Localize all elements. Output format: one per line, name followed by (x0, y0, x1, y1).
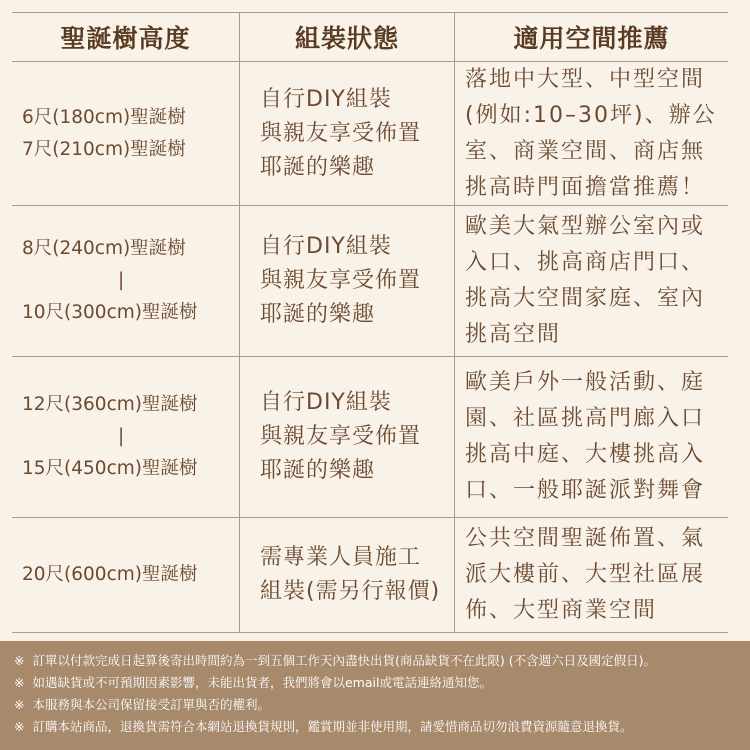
spaces-text: 落地中大型、中型空間 (465, 66, 706, 92)
assembly-text: 組裝(需另行報價) (260, 579, 441, 604)
tree-size-cell (12, 62, 240, 205)
spaces-text: 派大樓前、大型社區展 (465, 562, 706, 587)
spaces-cell (455, 518, 728, 632)
spaces-text: (例如:10–30坪)、辦公 (465, 102, 717, 128)
spaces-text: 室、商業空間、商店無 (465, 138, 706, 164)
tree-size-text: 20尺(600cm)聖誕樹 (22, 564, 198, 585)
tree-size-text: 6尺(180cm)聖誕樹 (22, 106, 186, 128)
range-separator: | (118, 270, 125, 291)
tree-size-text: 12尺(360cm)聖誕樹 (22, 394, 198, 415)
header-assembly: 組裝狀態 (240, 13, 455, 61)
note-item (14, 672, 750, 694)
tree-size-text: 7尺(210cm)聖誕樹 (22, 138, 186, 160)
tree-size-cell (12, 206, 240, 356)
table-header-row (12, 13, 728, 62)
table-row (12, 62, 728, 206)
note-text: 如遇缺貨或不可預期因素影響，未能出貨者，我們將會以email或電話連絡通知您。 (32, 675, 492, 690)
header-height: 聖誕樹高度 (12, 13, 240, 61)
assembly-text: 自行DIY組裝 (260, 234, 392, 259)
note-mark: ※ (14, 675, 25, 690)
assembly-text: 與親友享受佈置 (260, 424, 422, 449)
spaces-text: 公共空間聖誕佈置、氣 (465, 526, 706, 551)
assembly-text: 與親友享受佈置 (260, 268, 422, 293)
assembly-text: 耶誕的樂趣 (260, 302, 376, 327)
spaces-text: 歐美戶外一般活動、庭 (465, 370, 706, 395)
assembly-text: 自行DIY組裝 (260, 86, 392, 112)
spaces-text: 挑高大空間家庭、室內 (465, 286, 706, 311)
assembly-cell (240, 206, 455, 356)
note-text: 本服務與本公司保留接受訂單與否的權利。 (32, 697, 270, 712)
spaces-text: 挑高時門面擔當推薦！ (465, 174, 706, 200)
table-row (12, 518, 728, 633)
note-mark: ※ (14, 719, 25, 734)
note-mark: ※ (14, 697, 25, 712)
spaces-text: 入口、挑高商店門口、 (465, 250, 706, 275)
spaces-text: 挑高中庭、大樓挑高入 (465, 442, 706, 467)
note-item (14, 694, 750, 716)
assembly-text: 耶誕的樂趣 (260, 154, 376, 180)
spaces-text: 園、社區挑高門廊入口 (465, 406, 706, 431)
assembly-cell (240, 518, 455, 632)
note-text: 訂購本站商品，退換貨需符合本網站退換貨規則，鑑賞期並非使用期，請愛惜商品切勿浪費資源隨意退換貨。 (32, 719, 633, 734)
spaces-text: 歐美大氣型辦公室內或 (465, 214, 706, 239)
spaces-cell (455, 62, 728, 205)
tree-size-text: 15尺(450cm)聖誕樹 (22, 458, 198, 479)
spaces-text: 佈、大型商業空間 (465, 598, 658, 623)
tree-size-cell (12, 518, 240, 632)
assembly-text: 與親友享受佈置 (260, 120, 422, 146)
note-item (14, 650, 750, 672)
assembly-text: 需專業人員施工 (260, 545, 422, 570)
tree-size-cell (12, 357, 240, 517)
note-item (14, 716, 750, 738)
note-mark: ※ (14, 653, 25, 668)
spaces-text: 挑高空間 (465, 322, 562, 347)
assembly-cell (240, 62, 455, 205)
notes-panel (0, 641, 750, 750)
spaces-cell (455, 206, 728, 356)
note-text: 訂單以付款完成日起算後寄出時間約為一到五個工作天內盡快出貨(商品缺貨不在此限) (不含週六日及國定假日)。 (32, 653, 656, 668)
spaces-cell (455, 357, 728, 517)
spaces-text: 口、一般耶誕派對舞會 (465, 478, 706, 503)
assembly-text: 自行DIY組裝 (260, 390, 392, 415)
tree-size-text: 8尺(240cm)聖誕樹 (22, 238, 186, 259)
tree-size-table (12, 12, 728, 633)
header-spaces: 適用空間推薦 (513, 24, 670, 53)
tree-size-text: 10尺(300cm)聖誕樹 (22, 302, 198, 323)
assembly-text: 耶誕的樂趣 (260, 458, 376, 483)
table-row (12, 357, 728, 518)
range-separator: | (118, 426, 125, 447)
table-row (12, 206, 728, 357)
assembly-cell (240, 357, 455, 517)
